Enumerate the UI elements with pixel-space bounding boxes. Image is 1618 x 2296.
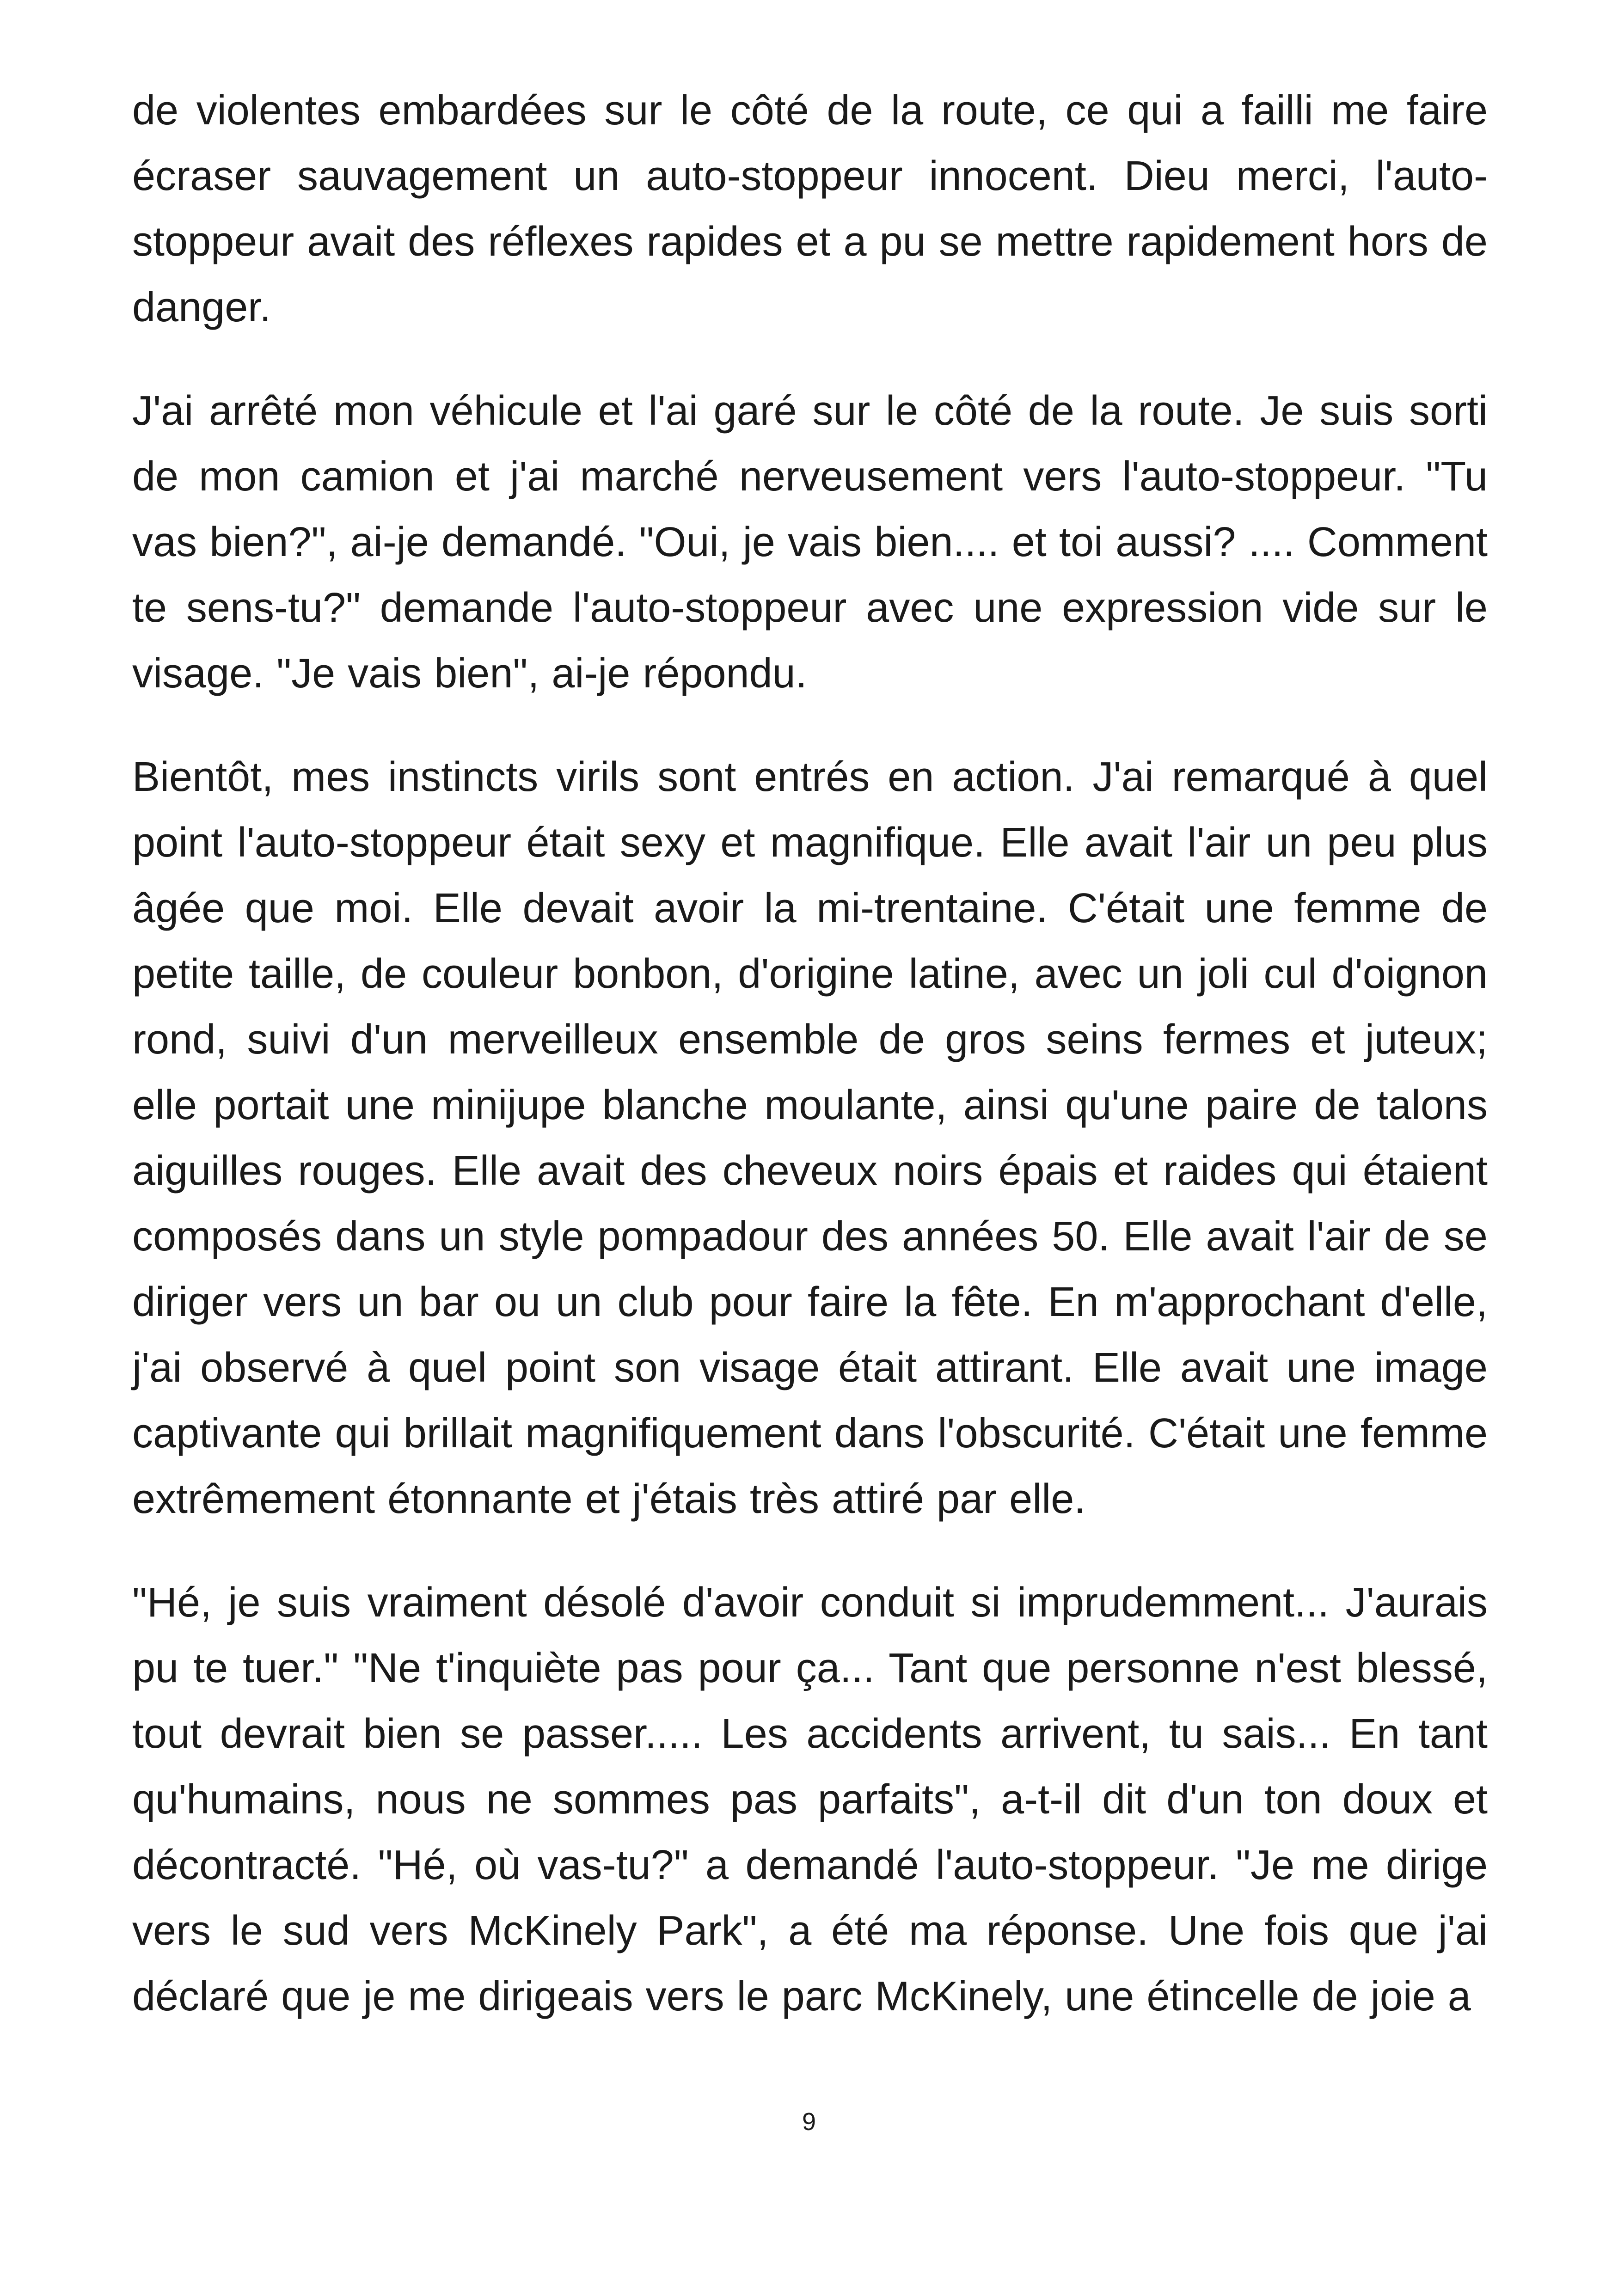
paragraph-2: J'ai arrêté mon véhicule et l'ai garé sur le côté de la route. Je suis sorti de mon camion et j'ai marché nerveusement vers l'auto-stoppeur. "Tu vas bien?", ai-je demandé. "Oui, je vais bien.... et toi aussi? .... Comment te sens-tu?" demande l'auto-stoppeur avec une expression vide sur le visage. "Je vais bien", ai-je répondu. [132, 388, 1488, 697]
paragraph-3: Bientôt, mes instincts virils sont entrés en action. J'ai remarqué à quel point l'auto-stoppeur était sexy et magnifique. Elle avait l'air un peu plus âgée que moi. Elle devait avoir la mi-trentaine. C'était une femme de petite taille, de couleur bonbon, d'origine latine, avec un joli cul d'oignon rond, suivi d'un merveilleux ensemble de gros seins fermes et juteux; elle portait une minijupe blanche moulante, ainsi qu'une paire de talons aiguilles rouges. Elle avait des cheveux noirs épais et raides qui étaient composés dans un style pompadour des années 50. Elle avait l'air de se diriger vers un bar ou un club pour faire la fête. En m'approchant d'elle, j'ai observé à quel point son visage était attirant. Elle avait une image captivante qui brillait magnifiquement dans l'obscurité. C'était une femme extrêmement étonnante et j'étais très attiré par elle. [132, 754, 1488, 1522]
paragraph-1: de violentes embardées sur le côté de la route, ce qui a failli me faire écraser sauvagement un auto-stoppeur innocent. Dieu merci, l'auto-stoppeur avait des réflexes rapides et a pu se mettre rapidement hors de danger. [132, 87, 1488, 331]
page-number: 9 [802, 2108, 816, 2136]
paragraph-4: "Hé, je suis vraiment désolé d'avoir conduit si imprudemment... J'aurais pu te tuer." "Ne t'inquiète pas pour ça... Tant que personne n'est blessé, tout devrait bien se passer..... Les accidents arrivent, tu sais... En tant qu'humains, nous ne sommes pas parfaits", a-t-il dit d'un ton doux et décontracté. "Hé, où vas-tu?" a demandé l'auto-stoppeur. "Je me dirige vers le sud vers McKinely Park", a été ma réponse. Une fois que j'ai déclaré que je me dirigeais vers le parc McKinely, une étincelle de joie a [132, 1580, 1488, 2020]
page-body [132, 78, 1488, 2067]
